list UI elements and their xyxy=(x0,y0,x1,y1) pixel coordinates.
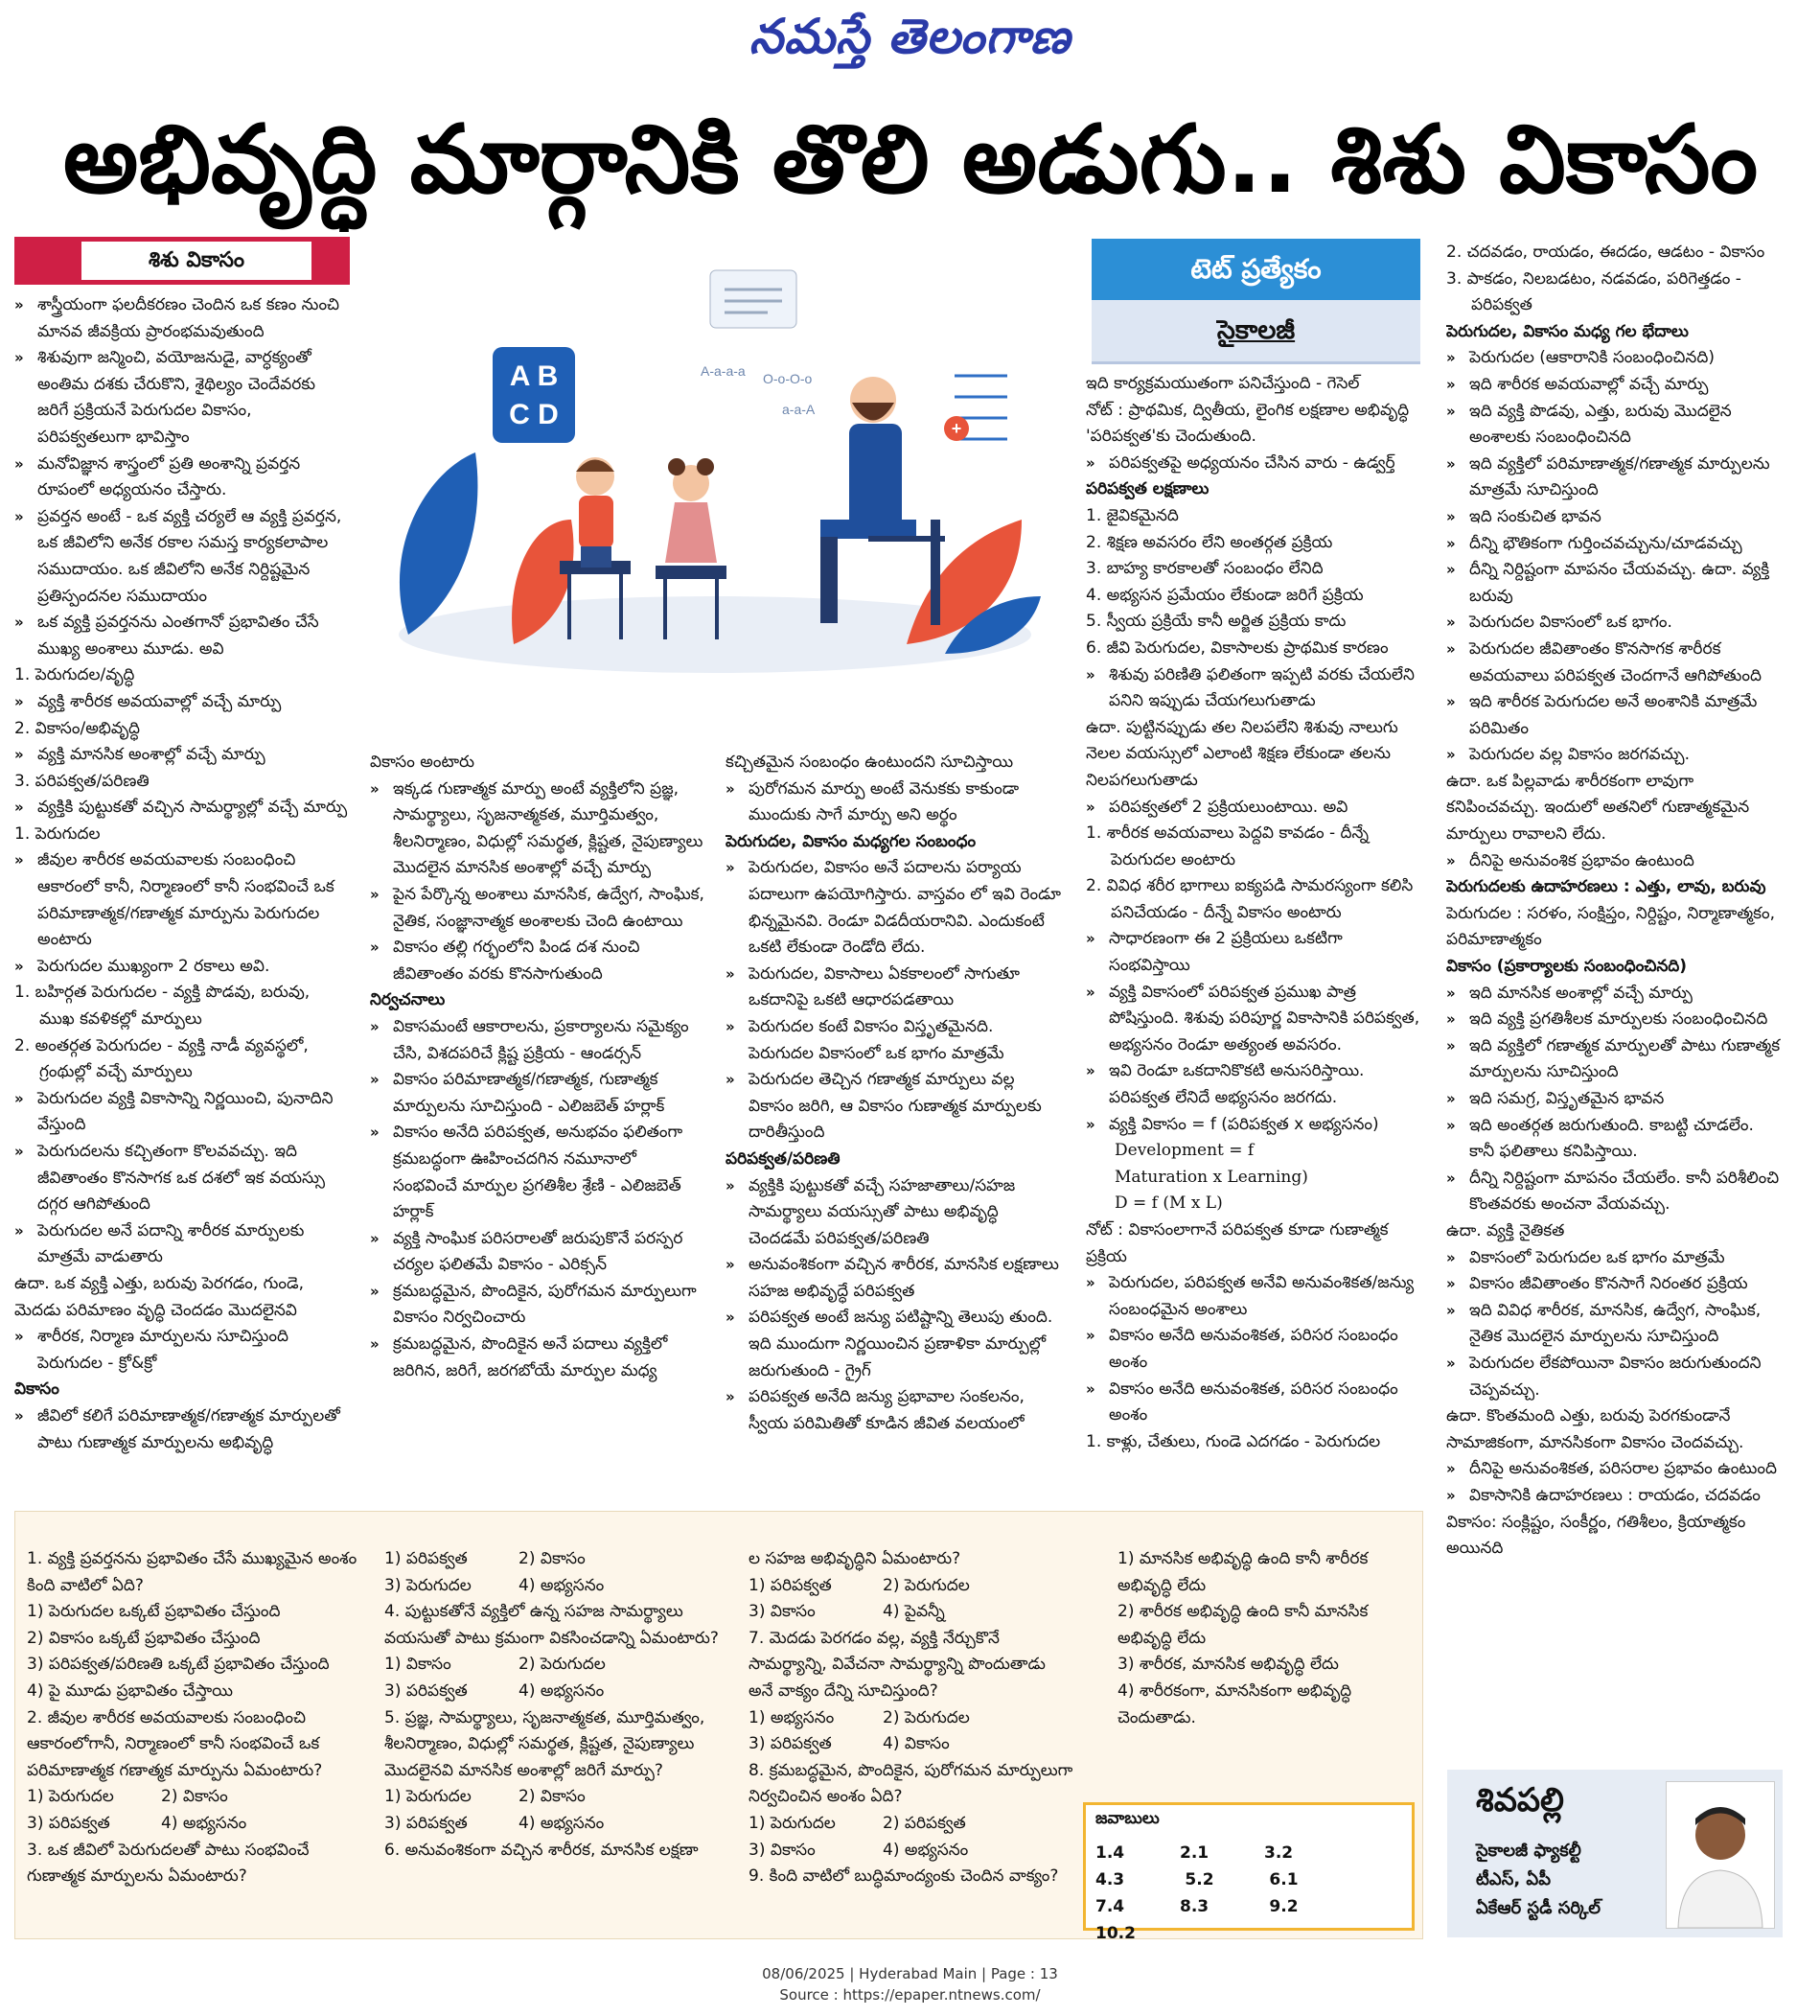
option: 1) పరిపక్వత xyxy=(749,1575,832,1595)
numbered-item: 1. శారీరక అవయవాలు పెద్దవి కావడం - దీన్నే పెరుగుదల అంటారు xyxy=(1086,823,1370,869)
numbered-item: 6. జీవి పెరుగుదల, వికాసాలకు ప్రాథమిక కారణం xyxy=(1086,637,1389,658)
formula: Maturation x Learning) xyxy=(1115,1167,1308,1187)
bullet-item: » ఇది వ్యక్తిలో పరిమాణాత్మక/గణాత్మక మార్పులను మాత్రమే సూచిస్తుంది xyxy=(1446,452,1784,504)
bullet-item: » పెరుగుదల, వికాసం అనే పదాలను పర్యాయ పదాలుగా ఉపయోగిస్తారు. వాస్తవం లో ఇవి రెండూ భిన్నమైనవి. రెండూ విడదీయరానివి. ఎందుకంటే ఒకటి లేకుండా రెండోది లేదు. xyxy=(726,855,1061,961)
option: 1) పెరుగుదల xyxy=(27,1787,114,1807)
option: 3) వికాసం xyxy=(749,1840,816,1860)
option: 2) వికాసం ఒక్కటే ప్రభావితం చేస్తుంది xyxy=(27,1628,261,1648)
paragraph: పెరుగుదల : సరళం, సంక్షిప్తం, నిర్దిష్టం, నిర్మాణాత్మకం, పరిమాణాత్మకం xyxy=(1446,903,1776,950)
numbered-item: 1. పెరుగుదల xyxy=(14,823,101,844)
abc-top: A B xyxy=(509,360,559,392)
question: 9. కింది వాటిలో బుద్ధిమాంద్యంకు చెందిన వాక్యం? xyxy=(749,1866,1059,1887)
bullet-item: » పెరుగుదల (ఆకారానికి సంబంధించినది) xyxy=(1446,345,1784,372)
option: 4) వికాసం xyxy=(883,1734,950,1754)
bullet-item: » పెరుగుదల అనే పదాన్ని శారీరక మార్పులకు మాత్రమే వాడుతారు xyxy=(14,1218,350,1271)
headline: అభివృద్ధి మార్గానికి తొలి అడుగు.. శిశు వికాసం xyxy=(62,105,1759,215)
paragraph: వికాసం అంటారు xyxy=(370,753,475,772)
numbered-item: 3. బాహ్య కారకాలతో సంబంధం లేనిది xyxy=(1086,559,1324,579)
bullet-item: » పెరుగుదల వల్ల వికాసం జరగవచ్చు. xyxy=(1446,742,1784,769)
question: 8. క్రమబద్ధమైన, పొందికైన, పురోగమన మార్పులుగా నిర్వచించిన అంశం ఏది? xyxy=(749,1760,1073,1807)
bullet-item: » పెరుగుదల జీవితాంతం కొనసాగక శారీరక అవయవాలు పరిపక్వత చెందగానే ఆగిపోతుంది xyxy=(1446,637,1784,689)
bullet-item: » ఇక్కడ గుణాత్మక మార్పు అంటే వ్యక్తిలోని ప్రజ్ఞ, సామర్థ్యాలు, సృజనాత్మకత, మూర్తిమత్వం, శీలనిర్మాణం, విధుల్లో సమర్థత, క్లిష్టత, నైపుణ్యాలు మొదలైన మానసిక అంశాల్లో వచ్చే మార్పు xyxy=(370,776,705,882)
bullet-item: » పరిపక్వతపై అధ్యయనం చేసిన వారు - ఉడ్వర్త్ xyxy=(1086,451,1423,477)
option: 4) పై మూడు ప్రభావితం చేస్తాయి xyxy=(27,1680,233,1701)
bullet-item: » పరిపక్వతలో 2 ప్రక్రియలుంటాయి. అవి xyxy=(1086,795,1423,822)
bullet-item: » ఇది అంతర్గత జరుగుతుంది. కాబట్టి చూడలేం. కానీ ఫలితాలు కనిపిస్తాయి. xyxy=(1446,1113,1784,1166)
bullet-item: » దీన్ని నిర్దిష్టంగా మాపనం చేయవచ్చు. ఉదా. వ్యక్తి బరువు xyxy=(1446,557,1784,610)
questions-column-4 xyxy=(1117,1546,1405,1731)
bullet-item: » వికాసం పరిమాణాత్మక/గణాత్మక, గుణాత్మక మార్పులను సూచిస్తుంది - ఎలిజబెత్ హర్లాక్ xyxy=(370,1067,705,1120)
option: 2) శారీరక అభివృద్ధి ఉంది కానీ మానసిక అభివృద్ధి లేదు xyxy=(1117,1602,1369,1648)
question: 7. మెదడు పెరగడం వల్ల, వ్యక్తి నేర్చుకొనే సామర్థ్యాన్ని, వివేచనా సామర్థ్యాన్ని పొందుతాడు అనే వాక్యం దేన్ని సూచిస్తుంది? xyxy=(749,1628,1046,1701)
bullet-item: » అనువంశికంగా వచ్చిన శారీరక, మానసిక లక్షణాలు సహజ అభివృద్ధే పరిపక్వత xyxy=(726,1252,1061,1305)
option: 3) శారీరక, మానసిక అభివృద్ధి లేదు xyxy=(1117,1655,1339,1675)
questions-column-3 xyxy=(749,1546,1074,1890)
bullet-item: » శాస్త్రీయంగా ఫలదీకరణం చెందిన ఒక కణం నుంచి మానవ జీవక్రియ ప్రారంభమవుతుంది xyxy=(14,292,350,345)
answer: 6.1 xyxy=(1269,1870,1299,1889)
author-name: శివపల్లి xyxy=(1476,1781,1564,1819)
option: 3) పరిపక్వత xyxy=(27,1813,110,1833)
numbered-item: 2. వివిధ శరీర భాగాలు ఐక్యపడి సామరస్యంగా కలిసి పనిచేయడం - దీన్నే వికాసం అంటారు xyxy=(1086,876,1414,922)
bullet-item: » వ్యక్తి శారీరక అవయవాల్లో వచ్చే మార్పు xyxy=(14,689,350,716)
bullet-item: » పురోగమన మార్పు అంటే వెనుకకు కాకుండా ముందుకు సాగే మార్పు అని అర్థం xyxy=(726,776,1061,829)
subheading: పెరుగుదల, వికాసం మధ్య గల భేదాలు xyxy=(1446,321,1689,341)
bullet-item: » వికాసం జీవితాంతం కొనసాగే నిరంతర ప్రక్రియ xyxy=(1446,1271,1784,1298)
numbered-item: 2. చదవడం, రాయడం, ఈదడం, ఆడటం - వికాసం xyxy=(1446,243,1765,262)
footer-edition: 08/06/2025 | Hyderabad Main | Page : 13 xyxy=(762,1965,1058,1982)
bullet-item: » శిశువుగా జన్మించి, వయోజనుడై, వార్ధక్యంతో అంతిమ దశకు చేరుకొని, శైథిల్యం చెందేవరకు జరిగే ప్రక్రియనే పెరుగుదల వికాసం, పరిపక్వతలుగా భావిస్తాం xyxy=(14,345,350,451)
formula: Development = f xyxy=(1115,1141,1255,1161)
bullet-item: » దీనిపై అనువంశికత, పరిసరాల ప్రభావం ఉంటుంది xyxy=(1446,1456,1784,1483)
option: 1) మానసిక అభివృద్ధి ఉంది కానీ శారీరక అభివృద్ధి లేదు xyxy=(1117,1549,1369,1595)
option: 3) పరిపక్వత/పరిణతి ఒక్కటే ప్రభావితం చేస్తుంది xyxy=(27,1655,330,1675)
option: 3) పరిపక్వత xyxy=(384,1813,468,1833)
tet-special-label: టెట్ ప్రత్యేకం xyxy=(1092,239,1420,300)
paragraph: కచ్చితమైన సంబంధం ఉంటుందని సూచిస్తాయి xyxy=(726,753,1014,772)
bullet-item: » ఇది మానసిక అంశాల్లో వచ్చే మార్పు xyxy=(1446,981,1784,1008)
option: 2) పెరుగుదల xyxy=(883,1575,970,1595)
bullet-item: » ఒక వ్యక్తి ప్రవర్తనను ఎంతగానో ప్రభావితం చేసే ముఖ్య అంశాలు మూడు. అవి xyxy=(14,610,350,662)
option: 1) పెరుగుదల xyxy=(384,1787,472,1807)
option: 4) అభ్యసనం xyxy=(883,1840,969,1860)
bullet-item: » ఇది వివిధ శారీరక, మానసిక, ఉద్వేగ, సాంఘిక, నైతిక మొదలైన మార్పులను సూచిస్తుంది xyxy=(1446,1298,1784,1351)
subheading: పెరుగుదల, వికాసం మధ్యగల సంబంధం xyxy=(726,831,977,851)
paragraph: ఉదా. ఒక వ్యక్తి ఎత్తు, బరువు పెరగడం, గుండె, మెదడు పరిమాణం వృద్ధి చెందడం మొదలైనవి xyxy=(14,1273,305,1320)
paragraph: ఉదా. కొంతమంది ఎత్తు, బరువు పెరగకుండానే సామాజికంగా, మానసికంగా వికాసం చెందవచ్చు. xyxy=(1446,1406,1744,1452)
option: 2) పెరుగుదల xyxy=(518,1655,606,1675)
bullet-item: » వికాసమంటే ఆకారాలను, ప్రకార్యాలను సమైక్యం చేసి, విశదపరిచే క్లిష్ట ప్రక్రియ - ఆండర్సన్ xyxy=(370,1014,705,1067)
formula: D = f (M x L) xyxy=(1115,1193,1223,1214)
question: 6. అనువంశికంగా వచ్చిన శారీరక, మానసిక లక్షణా xyxy=(384,1840,699,1860)
bullet-item: » వ్యక్తికి పుట్టుకతో వచ్చిన సామర్థ్యాల్లో వచ్చే మార్పు xyxy=(14,795,350,822)
author-byline xyxy=(1447,1770,1783,1937)
bullet-item: » వ్యక్తి వికాసం = f (పరిపక్వత x అభ్యసనం) xyxy=(1086,1112,1423,1139)
answer-key-title: జవాబులు xyxy=(1095,1809,1160,1828)
numbered-item: 1. కాళ్లు, చేతులు, గుండె ఎదగడం - పెరుగుదల xyxy=(1086,1431,1381,1451)
bullet-item: » ఇది వ్యక్తిలో గణాత్మక మార్పులతో పాటు గుణాత్మక మార్పులను సూచిస్తుంది xyxy=(1446,1033,1784,1086)
answer: 3.2 xyxy=(1264,1843,1294,1863)
bullet-item: » మనోవిజ్ఞాన శాస్త్రంలో ప్రతి అంశాన్ని ప్రవర్తన రూపంలో అధ్యయనం చేస్తారు. xyxy=(14,452,350,504)
bullet-item: » జీవిలో కలిగే పరిమాణాత్మక/గణాత్మక మార్పులతో పాటు గుణాత్మక మార్పులను అభివృద్ధి xyxy=(14,1403,350,1456)
author-role xyxy=(1476,1837,1668,1923)
numbered-item: 2. వికాసం/అభివృద్ధి xyxy=(14,718,141,738)
answer: 10.2 xyxy=(1095,1924,1136,1943)
answer-key xyxy=(1083,1802,1415,1943)
option: 3) పరిపక్వత xyxy=(384,1680,468,1701)
bullet-item: » వికాసానికి ఉదాహరణలు : రాయడం, చదవడం xyxy=(1446,1483,1784,1510)
answer-key-grid xyxy=(1095,1840,1402,1947)
numbered-item: 3. పాకడం, నిలబడటం, నడవడం, పరిగెత్తడం - పరిపక్వత xyxy=(1446,268,1741,315)
bullet-item: » పెరుగుదల, పరిపక్వత అనేవి అనువంశికత/జన్యు సంబంధమైన అంశాలు xyxy=(1086,1270,1423,1323)
subheading: పరిపక్వత/పరిణతి xyxy=(726,1148,841,1169)
option: 4) శారీరకంగా, మానసికంగా అభివృద్ధి చెందుతాడు. xyxy=(1117,1680,1352,1727)
subject-label: సైకాలజీ xyxy=(1216,315,1296,345)
option: 1) అభ్యసనం xyxy=(749,1707,835,1727)
abc-bottom: C D xyxy=(509,399,559,430)
questions-column-2 xyxy=(384,1546,729,1864)
bullet-item: » పెరుగుదలను కచ్చితంగా కొలవవచ్చు. ఇది జీవితాంతం కొనసాగక ఒక దశలో ఇక వయస్సు దగ్గర ఆగిపోతుంది xyxy=(14,1139,350,1218)
sound-text-1: A-a-a-a xyxy=(701,363,746,379)
bullet-item: » వికాసం అనేది అనువంశికత, పరిసర సంబంధం అంశం xyxy=(1086,1377,1423,1429)
bullet-item: » పెరుగుదల తెచ్చిన గణాత్మక మార్పులు వల్ల వికాసం జరిగి, ఆ వికాసం గుణాత్మక మార్పులకు దారితీస్తుంది xyxy=(726,1067,1061,1147)
bullet-item: » పెరుగుదల కంటే వికాసం విస్తృతమైనది. పెరుగుదల వికాసంలో ఒక భాగం మాత్రమే xyxy=(726,1014,1061,1067)
numbered-item: 2. అంతర్గత పెరుగుదల - వ్యక్తి నాడీ వ్యవస్థలో, గ్రంథుల్లో వచ్చే మార్పులు xyxy=(14,1035,309,1082)
bullet-item: » ఇది శారీరక పెరుగుదల అనే అంశానికి మాత్రమే పరిమితం xyxy=(1446,689,1784,742)
bullet-item: » ఇవి రెండూ ఒకదానికొకటి అనుసరిస్తాయి. పరిపక్వత లేనిదే అభ్యసనం జరగదు. xyxy=(1086,1058,1423,1111)
paragraph: ఇది కార్యక్రమయుతంగా పనిచేస్తుంది - గెసెల్ xyxy=(1086,374,1360,393)
column-3 xyxy=(726,750,1061,1507)
option: 4) అభ్యసనం xyxy=(518,1813,605,1833)
answer: 8.3 xyxy=(1180,1897,1209,1916)
paragraph: ఉదా. ఒక పిల్లవాడు శారీరకంగా లావుగా కనిపించవచ్చు. ఇందులో అతనిలో గుణాత్మకమైన మార్పులు రావాలని లేదు. xyxy=(1446,771,1750,845)
numbered-item: 1. బహిర్గత పెరుగుదల - వ్యక్తి పొడవు, బరువు, ముఖ కవళికల్లో మార్పులు xyxy=(14,983,311,1030)
option: 4) అభ్యసనం xyxy=(518,1680,605,1701)
option: 3) పెరుగుదల xyxy=(384,1575,472,1595)
bullet-item: » వ్యక్తి మానసిక అంశాల్లో వచ్చే మార్పు xyxy=(14,742,350,769)
author-photo xyxy=(1666,1781,1775,1929)
questions-column-1 xyxy=(27,1546,368,1890)
answer: 1.4 xyxy=(1095,1843,1125,1863)
bullet-item: » ఇది సంకుచిత భావన xyxy=(1446,504,1784,531)
numbered-item: 4. అభ్యసన ప్రమేయం లేకుండా జరిగే ప్రక్రియ xyxy=(1086,585,1364,605)
bullet-item: » వ్యక్తి సాంఘిక పరిసరాలతో జరుపుకొనే పరస్పర చర్యల ఫలితమే వికాసం - ఎరిక్సన్ xyxy=(370,1226,705,1279)
subheading: పరిపక్వత లక్షణాలు xyxy=(1086,479,1209,499)
numbered-item: 3. పరిపక్వత/పరిణతి xyxy=(14,771,150,791)
bullet-item: » ఇది వ్యక్తి ప్రగతిశీలక మార్పులకు సంబంధించినది xyxy=(1446,1007,1784,1033)
bullet-item: » పెరుగుదల, వికాసాలు ఏకకాలంలో సాగుతూ ఒకదానిపై ఒకటి ఆధారపడతాయి xyxy=(726,962,1061,1014)
bullet-item: » శారీరక, నిర్మాణ మార్పులను సూచిస్తుంది పెరుగుదల - క్రో&క్రో xyxy=(14,1324,350,1377)
numbered-item: 5. స్వీయ ప్రక్రియే కానీ అర్జిత ప్రక్రియ కాదు xyxy=(1086,612,1347,632)
section-tag xyxy=(14,237,350,285)
bullet-item: » ప్రవర్తన అంటే - ఒక వ్యక్తి చర్యలే ఆ వ్యక్తి ప్రవర్తన, ఒక జీవిలోని అనేక రకాల సమస్త కార్యకలాపాల సముదాయం. ఒక జీవిలోని అనేక నిర్దిష్టమైన ప్రతిస్పందనల సముదాయం xyxy=(14,504,350,610)
column-2 xyxy=(370,750,705,1507)
section-tag-label: శిశు వికాసం xyxy=(81,242,311,280)
bullet-item: » పైన పేర్కొన్న అంశాలు మానసిక, ఉద్వేగ, సాంఘిక, నైతిక, సంజ్ఞానాత్మక అంశాలకు చెంది ఉంటాయి xyxy=(370,882,705,935)
paragraph: ఉదా. పుట్టినప్పుడు తల నిలపలేని శిశువు నాలుగు నెలల వయస్సులో ఎలాంటి శిక్షణ లేకుండా తలను నిలపగలుగుతాడు xyxy=(1086,717,1398,790)
paragraph: వికాసం: సంక్లిష్టం, సంకీర్ణం, గతిశీలం, క్రియాత్మకం అయినది xyxy=(1446,1512,1746,1559)
column-5 xyxy=(1446,240,1784,1769)
question: 2. జీవుల శారీరక అవయవాలకు సంబంధించి ఆకారంలోగానీ, నిర్మాణంలో కానీ సంభవించే ఒక పరిమాణాత్మక గణాత్మక మార్పును ఏమంటారు? xyxy=(27,1707,323,1780)
column-4 xyxy=(1086,371,1423,1507)
author-role-line: ఏకేఆర్ స్టడీ సర్కిల్ xyxy=(1476,1898,1601,1918)
masthead-logo: నమస్తే తెలంగాణ xyxy=(749,8,1071,64)
question: 3. ఒక జీవిలో పెరుగుదలతో పాటు సంభవించే గుణాత్మక మార్పులను ఏమంటారు? xyxy=(27,1840,310,1887)
column-1 xyxy=(14,292,350,1505)
bullet-item: » జీవుల శారీరక అవయవాలకు సంబంధించి ఆకారంలో కానీ, నిర్మాణంలో కానీ సంభవించే ఒక పరిమాణాత్మక/గణాత్మక మార్పును పెరుగుదల అంటారు xyxy=(14,847,350,953)
subheading: పెరుగుదలకు ఉదాహరణలు : ఎత్తు, లావు, బరువు xyxy=(1446,877,1766,897)
option: 4) పైవన్నీ xyxy=(883,1602,945,1622)
option: 4) అభ్యసనం xyxy=(161,1813,247,1833)
illustration xyxy=(370,232,1052,735)
subheading: వికాసం (ప్రకార్యాలకు సంబంధించినది) xyxy=(1446,957,1688,977)
bullet-item: » పెరుగుదల వ్యక్తి వికాసాన్ని నిర్ణయించి, పునాదిని వేస్తుంది xyxy=(14,1086,350,1139)
question: 1. వ్యక్తి ప్రవర్తనను ప్రభావితం చేసే ముఖ్యమైన అంశం కింది వాటిలో ఏది? xyxy=(27,1549,357,1595)
bullet-item: » వికాసం అనేది పరిపక్వత, అనుభవం ఫలితంగా క్రమబద్ధంగా ఊహించదగిన నమూనాలో సంభవించే మార్పుల ప్రగతిశీల శ్రేణి - ఎలిజబెత్ హర్లాక్ xyxy=(370,1120,705,1225)
answer: 9.2 xyxy=(1269,1897,1299,1916)
option: 2) వికాసం xyxy=(518,1549,586,1568)
tet-special-box xyxy=(1092,239,1420,364)
bullet-item: » పెరుగుదల ముఖ్యంగా 2 రకాలు అవి. xyxy=(14,954,350,981)
author-role-line: టీఎస్, ఏపీ xyxy=(1476,1869,1552,1889)
bullet-item: » పెరుగుదల వికాసంలో ఒక భాగం. xyxy=(1446,610,1784,637)
bullet-item: » వికాసం అనేది అనువంశికత, పరిసర సంబంధం అంశం xyxy=(1086,1323,1423,1376)
option: 4) అభ్యసనం xyxy=(518,1575,605,1595)
bullet-item: » క్రమబద్ధమైన, పొందికైన, పురోగమన మార్పులుగా వికాసం నిర్వచించారు xyxy=(370,1279,705,1332)
bullet-item: » వికాసంలో పెరుగుదల ఒక భాగం మాత్రమే xyxy=(1446,1245,1784,1272)
answer: 5.2 xyxy=(1185,1870,1214,1889)
bullet-item: » ఇది సమగ్ర, విస్తృతమైన భావన xyxy=(1446,1086,1784,1113)
sound-text-3: a-a-A xyxy=(782,402,816,417)
svg-text:+: + xyxy=(951,419,962,438)
question: 5. ప్రజ్ఞ, సామర్థ్యాలు, సృజనాత్మకత, మూర్తిమత్వం, శీలనిర్మాణం, విధుల్లో సమర్థత, క్లిష్టత, నైపుణ్యాలు మొదలైనవి మానసిక అంశాల్లో జరిగే మార్పు? xyxy=(384,1707,705,1780)
option: 2) వికాసం xyxy=(518,1787,586,1807)
option: 1) పరిపక్వత xyxy=(384,1549,468,1568)
numbered-item: 1. పెరుగుదల/వృద్ధి xyxy=(14,665,135,685)
bullet-item: » శిశువు పరిణితి ఫలితంగా ఇప్పటి వరకు చేయలేని పనిని ఇప్పుడు చేయగలుగుతాడు xyxy=(1086,662,1423,715)
option: 1) వికాసం xyxy=(384,1655,451,1675)
answer: 7.4 xyxy=(1095,1897,1125,1916)
bullet-item: » వ్యక్తికి పుట్టుకతో వచ్చే సహజాతాలు/సహజ సామర్థ్యాలు వయస్సుతో పాటు అభివృద్ధి చెందడమే పరిపక్వత/పరిణతి xyxy=(726,1173,1061,1253)
bullet-item: » వికాసం తల్లి గర్భంలోని పిండ దశ నుంచి జీవితాంతం వరకు కొనసాగుతుంది xyxy=(370,935,705,987)
bullet-item: » ఇది శారీరక అవయవాల్లో వచ్చే మార్పు xyxy=(1446,372,1784,399)
option: 3) పరిపక్వత xyxy=(749,1734,832,1754)
paragraph: నోట్ : ప్రాథమిక, ద్వితీయ, లైంగిక లక్షణాల అభివృద్ధి 'పరిపక్వత'కు చెందుతుంది. xyxy=(1086,400,1410,447)
bullet-item: » పెరుగుదల లేకపోయినా వికాసం జరుగుతుందని చెప్పవచ్చు. xyxy=(1446,1351,1784,1403)
paragraph: నోట్ : వికాసంలాగానే పరిపక్వత కూడా గుణాత్మక ప్రక్రియ xyxy=(1086,1220,1389,1266)
numbered-item: 2. శిక్షణ అవసరం లేని అంతర్గత ప్రక్రియ xyxy=(1086,532,1333,552)
subheading: నిర్వచనాలు xyxy=(370,990,446,1010)
paragraph: ఉదా. వ్యక్తి నైతికత xyxy=(1446,1220,1565,1240)
option: 1) పెరుగుదల xyxy=(749,1813,836,1833)
option: 2) వికాసం xyxy=(161,1787,228,1807)
bullet-item: » ఇది వ్యక్తి పొడవు, ఎత్తు, బరువు మొదలైన అంశాలకు సంబంధించినది xyxy=(1446,399,1784,452)
bullet-item: » పరిపక్వత అంటే జన్యు పటిష్టాన్ని తెలుపు తుంది. ఇది ముందుగా నిర్ణయించిన ప్రణాళికా మార్పుల్లో జరుగుతుంది - గ్రైగ్ xyxy=(726,1305,1061,1384)
bullet-item: » సాధారణంగా ఈ 2 ప్రక్రియలు ఒకటిగా సంభవిస్తాయి xyxy=(1086,926,1423,979)
author-role-line: సైకాలజీ ఫ్యాకల్టీ xyxy=(1476,1841,1581,1861)
footer-source[interactable]: Source : https://epaper.ntnews.com/ xyxy=(779,1986,1041,2004)
teacher-children-illustration xyxy=(370,232,1052,735)
bullet-item: » దీన్ని నిర్దిష్టంగా మాపనం చేయలేం. కానీ పరిశీలించి కొంతవరకు అంచనా వేయవచ్చు. xyxy=(1446,1166,1784,1218)
sound-text-2: O-o-O-o xyxy=(763,371,813,386)
bullet-item: » వ్యక్తి వికాసంలో పరిపక్వత ప్రముఖ పాత్ర పోషిస్తుంది. శిశువు పరిపూర్ణ వికాసానికి పరిపక్వత, అభ్యసనం రెండూ అత్యంత అవసరం. xyxy=(1086,980,1423,1059)
option: 2) పెరుగుదల xyxy=(883,1707,970,1727)
option: 3) వికాసం xyxy=(749,1602,816,1622)
author-avatar-icon xyxy=(1667,1782,1774,1928)
answer: 4.3 xyxy=(1095,1870,1125,1889)
bullet-item: » దీనిపై అనువంశిక ప్రభావం ఉంటుంది xyxy=(1446,848,1784,875)
bullet-item: » దీన్ని భౌతికంగా గుర్తించవచ్చును/చూడవచ్చు xyxy=(1446,531,1784,558)
question: ల సహజ అభివృద్ధిని ఏమంటారు? xyxy=(749,1549,961,1568)
bullet-item: » పరిపక్వత అనేది జన్యు ప్రభావాల సంకలనం, స్వీయ పరిమితితో కూడిన జీవిత వలయంలో xyxy=(726,1384,1061,1437)
option: 1) పెరుగుదల ఒక్కటే ప్రభావితం చేస్తుంది xyxy=(27,1602,281,1622)
bullet-item: » క్రమబద్ధమైన, పొందికైన అనే పదాలు వ్యక్తిలో జరిగిన, జరిగే, జరగబోయే మార్పుల మధ్య xyxy=(370,1332,705,1384)
subheading: వికాసం xyxy=(14,1379,59,1400)
option: 2) పరిపక్వత xyxy=(883,1813,966,1833)
question: 4. పుట్టుకతోనే వ్యక్తిలో ఉన్న సహజ సామర్థ్యాలు వయసుతో పాటు క్రమంగా వికసించడాన్ని ఏమంటారు? xyxy=(384,1602,719,1648)
answer: 2.1 xyxy=(1180,1843,1209,1863)
numbered-item: 1. జైవికమైనది xyxy=(1086,505,1179,525)
